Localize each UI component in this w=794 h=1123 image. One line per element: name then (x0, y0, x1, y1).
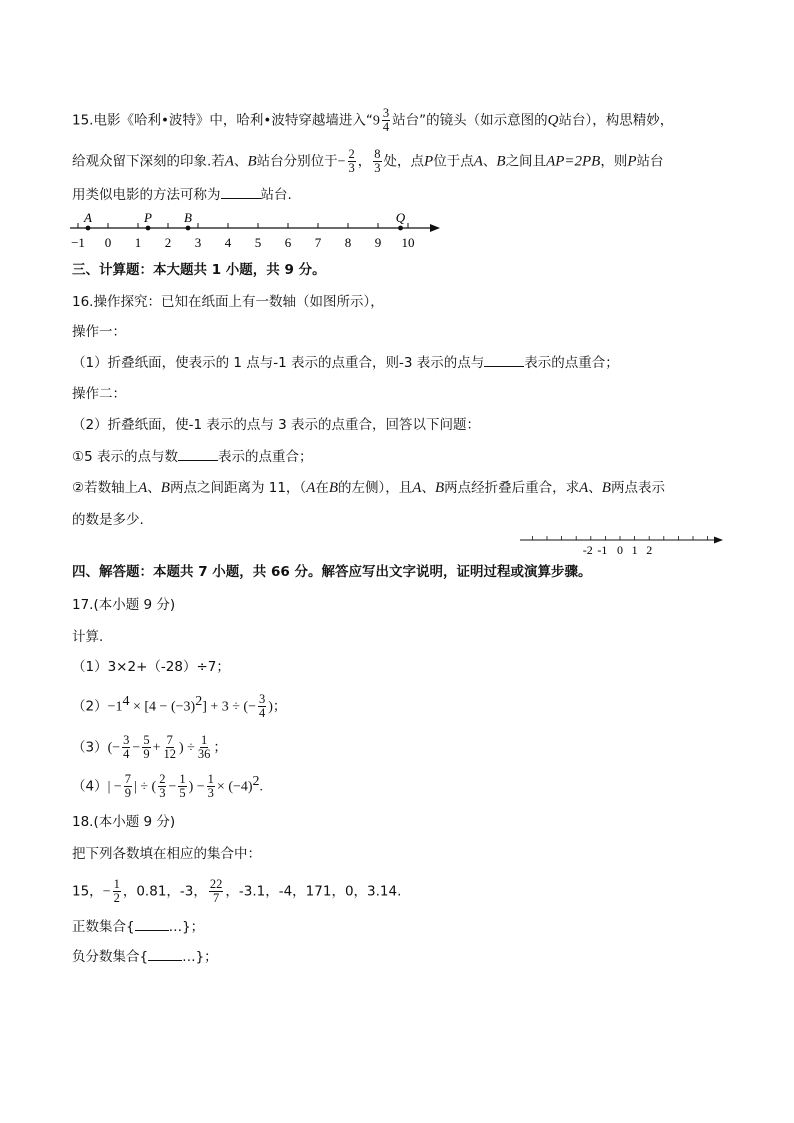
answer-blank[interactable] (221, 184, 261, 199)
answer-blank[interactable] (178, 446, 218, 461)
fraction: $\frac{1}{3}$ (207, 772, 214, 800)
point-dot (186, 226, 191, 231)
section-4-heading: 四、解答题：本题共 7 小题，共 66 分。解答应写出文字说明，证明过程或演算步骤。 (72, 564, 592, 580)
answer-blank[interactable] (484, 352, 524, 367)
arrow-icon (430, 224, 440, 232)
arrow-icon (714, 537, 723, 544)
point-label: B (184, 210, 192, 225)
point-dot (398, 226, 403, 231)
q16-sub2: ②若数轴上A、B两点之间距离为 11，（A在B的左侧），且A、B两点经折叠后重合，求A、B两点表示 (72, 480, 665, 496)
section-3-heading: 三、计算题：本大题共 1 小题，共 9 分。 (72, 262, 326, 278)
q17-item-4: （4）| − $\frac{7}{9}$ | ÷ ( $\frac{2}{3}$ − $\frac{1}{5}$ ) − $\frac{1}{3}$ × $(-4)^2$. (72, 772, 264, 800)
tick-label: 1 (631, 543, 638, 557)
q18-negative-fraction-set: 负分数集合{ …}； (72, 946, 218, 967)
fraction: $\frac{8}{3}$ (374, 147, 381, 175)
mixed-number-whole: 9 (372, 113, 380, 129)
tick-label: 9 (374, 235, 382, 250)
tick-label: 0 (104, 235, 112, 250)
number-line-q16 (518, 528, 730, 558)
q15-line-3: 用类似电影的方法可称为 站台. (72, 184, 292, 205)
fraction: $\frac{5}{9}$ (143, 733, 150, 761)
fraction: $\frac{1}{5}$ (179, 772, 186, 800)
tick-label: −1 (71, 235, 85, 250)
tick-label: 1 (134, 235, 142, 250)
fraction: $\frac{7}{12}$ (163, 733, 176, 761)
fraction: $\frac{1}{36}$ (197, 733, 211, 761)
q16-op2: 操作二： (72, 386, 126, 402)
q18-title: 18.(本小题 9 分) (72, 814, 176, 830)
point-label: A (84, 210, 92, 225)
tick-label: 4 (224, 235, 232, 250)
point-dot (86, 226, 91, 231)
q15-line-2: 给观众留下深刻的印象.若A、B站台分别位于− $\frac{2}{3}$ ， $\frac{8}{3}$ 处，点P位于点A、B之间且AP=2PB，则P站台 (72, 147, 664, 175)
q16-sub1: ①5 表示的点与数 表示的点重合； (72, 446, 312, 467)
q17-item-3: （3）(− $\frac{3}{4}$ − $\frac{5}{9}$ + $\frac{7}{12}$ ) ÷ $\frac{1}{36}$ ； (72, 733, 227, 761)
tick-label: 3 (194, 235, 202, 250)
answer-blank[interactable] (135, 916, 169, 931)
q16-op1: 操作一： (72, 324, 126, 340)
fraction: $\frac{2}{3}$ (348, 147, 355, 175)
fraction: $\frac{3}{4}$ (259, 692, 266, 720)
tick-label: 7 (314, 235, 322, 250)
q17-instruction: 计算. (72, 629, 104, 645)
tick-label: 0 (617, 543, 623, 557)
tick-label: 2 (646, 543, 653, 557)
fraction: $\frac{3}{4}$ (382, 106, 390, 134)
fraction: $\frac{22}{7}$ (209, 877, 223, 905)
q17-title: 17.(本小题 9 分) (72, 597, 176, 613)
tick-label: 8 (344, 235, 352, 250)
fraction: $\frac{1}{2}$ (113, 877, 120, 905)
q16-title: 16.操作探究：已知在纸面上有一数轴（如图所示）， (72, 294, 384, 310)
tick-label: 6 (284, 235, 292, 250)
tick-label: -1 (597, 543, 608, 557)
q16-part1: （1）折叠纸面，使表示的 1 点与-1 表示的点重合，则-3 表示的点与 表示的点重合； (72, 352, 619, 373)
q17-item-2: $(2)-1^4 \times [4 - (-3)^2] + 3$ ÷ (− $\frac{3}{4}$ )； (72, 692, 287, 720)
fraction: $\frac{3}{4}$ (123, 733, 130, 761)
q16-sub2-cont: 的数是多少. (72, 512, 144, 528)
fraction: $\frac{2}{3}$ (159, 772, 166, 800)
q18-instruction: 把下列各数填在相应的集合中： (72, 846, 261, 862)
tick-label: 10 (401, 235, 415, 250)
point-label: P (144, 210, 152, 225)
number-line-q15 (70, 210, 450, 254)
point-label: Q (395, 210, 406, 225)
tick-label: -2 (582, 543, 593, 557)
tick-label: 5 (254, 235, 262, 250)
q18-numbers: 15，− $\frac{1}{2}$ ，0.81，-3， $\frac{22}{7}$ ，-3.1，-4，171，0，3.14. (72, 877, 402, 905)
q16-part2: （2）折叠纸面，使-1 表示的点与 3 表示的点重合，回答以下问题： (72, 417, 481, 433)
tick-label: 2 (164, 235, 172, 250)
q18-positive-set: 正数集合{ …}； (72, 916, 204, 937)
q15-line-1: 15.电影《哈利•波特》中，哈利•波特穿越墙进入“9 $\frac{3}{4}$ 站台”的镜头（如示意图的Q站台），构思精妙， (72, 106, 674, 134)
fraction: $\frac{7}{9}$ (124, 772, 132, 800)
q17-item-1: （1）3×2+（-28）÷7； (72, 659, 230, 675)
point-dot (146, 226, 151, 231)
answer-blank[interactable] (148, 946, 182, 961)
